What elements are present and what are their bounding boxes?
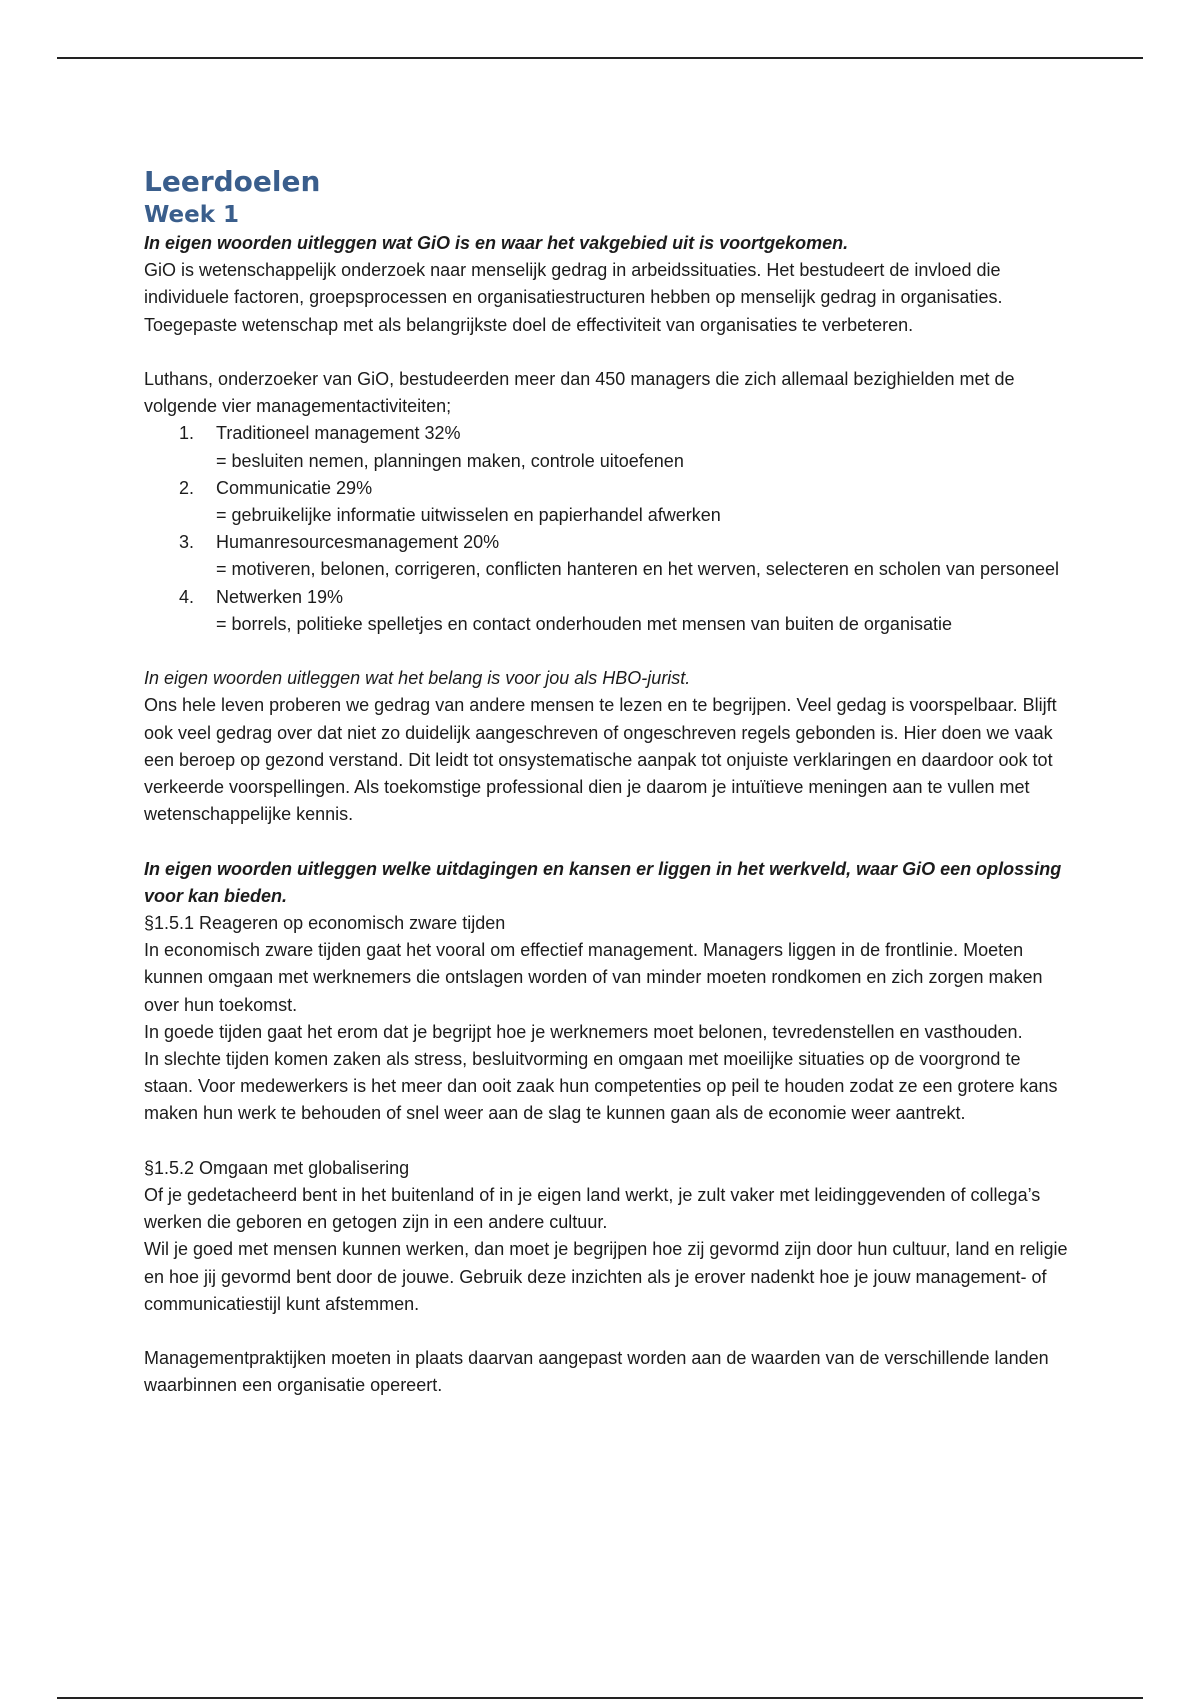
- activity-description: = gebruikelijke informatie uitwisselen en papierhandel afwerken: [216, 505, 721, 526]
- week-heading: Week 1: [144, 202, 240, 228]
- list-item: [144, 475, 1074, 529]
- subsection-heading-1-5-1: §1.5.1 Reageren op economisch zware tijden: [144, 913, 506, 934]
- activity-description: = borrels, politieke spelletjes en contact onderhouden met mensen van buiten de organisatie: [216, 613, 952, 634]
- subsection-heading-1-5-2: §1.5.2 Omgaan met globalisering: [144, 1157, 410, 1178]
- luthans-intro: Luthans, onderzoeker van GiO, bestudeerden meer dan 450 managers die zich allemaal bezighielden met de volgende vier managementactiviteiten;: [144, 369, 1015, 417]
- section3-question: In eigen woorden uitleggen welke uitdagingen en kansen er liggen in het werkveld, waar GiO een oplossing voor kan bieden.: [144, 858, 1062, 906]
- activity-title: Netwerken 19%: [216, 586, 344, 607]
- section2-answer: Ons hele leven proberen we gedrag van andere mensen te lezen en te begrijpen. Veel gedag is voorspelbaar. Blijft ook veel gedrag over dat niet zo duidelijk aangeschreven of ongeschreven regels gebonden is. Hier doen we vaak een beroep op gezond verstand. Dit leidt tot onsystematische aanpak tot onjuiste verklaringen en daardoor ook tot verkeerde voorspellingen. Als toekomstige professional dien je daarom je intuïtieve meningen aan te vullen met wetenschappelijke kennis.: [144, 695, 1057, 825]
- list-number: 4.: [179, 586, 195, 607]
- list-item: [144, 584, 1074, 638]
- activity-title: Traditioneel management 32%: [216, 423, 461, 444]
- list-number: 2.: [179, 477, 195, 498]
- list-number: 3.: [179, 532, 195, 553]
- activity-title: Humanresourcesmanagement 20%: [216, 532, 500, 553]
- document-title: Leerdoelen: [144, 165, 321, 198]
- header-rule: [57, 57, 1143, 59]
- activity-title: Communicatie 29%: [216, 477, 373, 498]
- section2-question: In eigen woorden uitleggen wat het belang is voor jou als HBO-jurist.: [144, 668, 691, 689]
- footer-rule: [57, 1697, 1143, 1699]
- spacer: [144, 1128, 1074, 1155]
- activity-description: = besluiten nemen, planningen maken, controle uitoefenen: [216, 450, 684, 471]
- subsection-1-5-2-paragraph-2: Wil je goed met mensen kunnen werken, dan moet je begrijpen hoe zij gevormd zijn door hun cultuur, land en religie en hoe jij gevormd bent door de jouwe. Gebruik deze inzichten als je erover nadenkt hoe je jouw management- of communicatiestijl kunt afstemmen.: [144, 1239, 1068, 1314]
- subsection-1-5-1-paragraph-3: In slechte tijden komen zaken als stress, besluitvorming en omgaan met moeilijke situaties op de voorgrond te staan. Voor medewerkers is het meer dan ooit zaak hun competenties op peil te houden zodat ze een grotere kans maken hun werk te behouden of snel weer aan de slag te kunnen gaan als de economie weer aantrekt.: [144, 1049, 1058, 1124]
- list-number: 1.: [179, 423, 195, 444]
- spacer: [144, 339, 1074, 366]
- list-item: [144, 529, 1074, 583]
- document-body: [144, 164, 1074, 1400]
- subsection-1-5-1-paragraph-2: In goede tijden gaat het erom dat je begrijpt hoe je werknemers moet belonen, tevredenstellen en vasthouden.: [144, 1021, 1023, 1042]
- subsection-1-5-2-paragraph-1: Of je gedetacheerd bent in het buitenland of in je eigen land werkt, je zult vaker met leidinggevenden of collega’s werken die geboren en getogen zijn in een andere cultuur.: [144, 1185, 1041, 1233]
- subsection-1-5-1-paragraph-1: In economisch zware tijden gaat het vooral om effectief management. Managers liggen in de frontlinie. Moeten kunnen omgaan met werknemers die ontslagen worden of van minder moeten rondkomen en zich zorgen maken over hun toekomst.: [144, 940, 1043, 1015]
- subsection-1-5-2-paragraph-3: Managementpraktijken moeten in plaats daarvan aangepast worden aan de waarden van de verschillende landen waarbinnen een organisatie opereert.: [144, 1348, 1049, 1396]
- section1-answer: GiO is wetenschappelijk onderzoek naar menselijk gedrag in arbeidssituaties. Het bestudeert de invloed die individuele factoren, groepsprocessen en organisatiestructuren hebben op menselijk gedrag in organisaties. Toegepaste wetenschap met als belangrijkste doel de effectiviteit van organisaties te verbeteren.: [144, 260, 1003, 335]
- management-activities-list: [144, 420, 1074, 638]
- spacer: [144, 1318, 1074, 1345]
- activity-description: = motiveren, belonen, corrigeren, conflicten hanteren en het werven, selecteren en scholen van personeel: [216, 559, 1060, 580]
- list-item: [144, 420, 1074, 474]
- spacer: [144, 828, 1074, 855]
- spacer: [144, 638, 1074, 665]
- section1-question: In eigen woorden uitleggen wat GiO is en waar het vakgebied uit is voortgekomen.: [144, 233, 849, 253]
